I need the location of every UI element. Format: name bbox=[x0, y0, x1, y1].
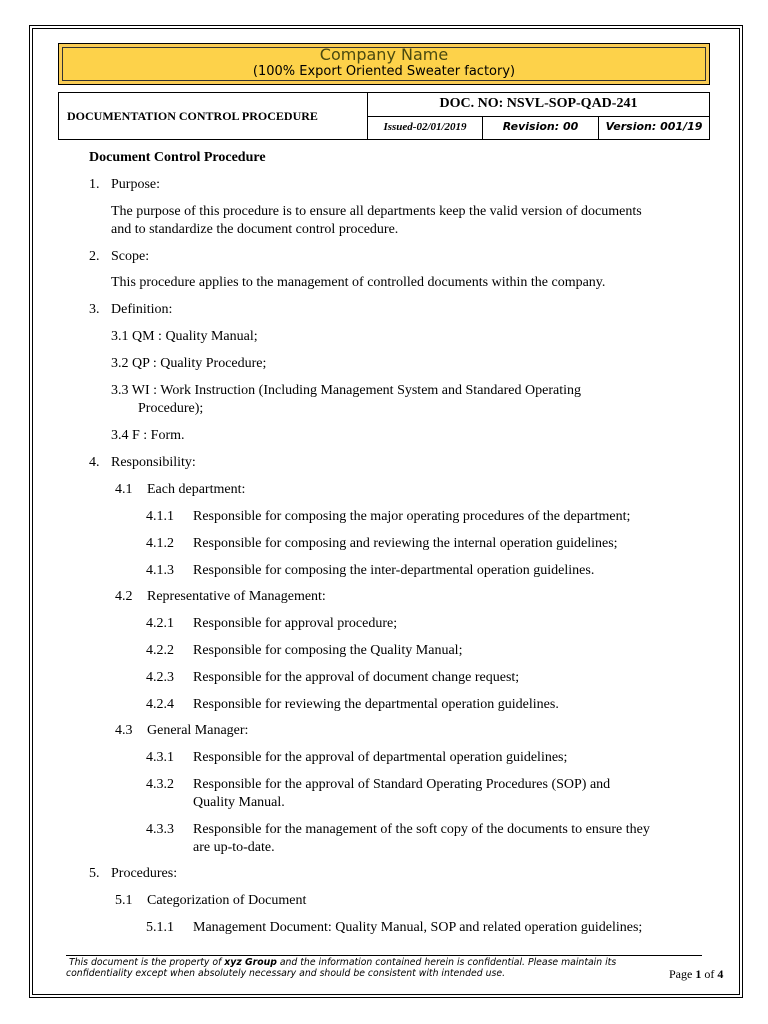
item-number: 4.1.2 bbox=[146, 536, 174, 551]
paragraph: and to standardize the document control procedure. bbox=[111, 222, 399, 237]
doc-number: DOC. NO: NSVL-SOP-QAD-241 bbox=[367, 92, 710, 117]
page-total: 4 bbox=[717, 967, 724, 981]
item-number: 4.1.3 bbox=[146, 563, 174, 578]
definition-item-cont: Procedure); bbox=[138, 401, 204, 416]
item-text: Responsible for the management of the soft copy of the documents to ensure they bbox=[193, 822, 650, 837]
item-number: 4.3.3 bbox=[146, 822, 174, 837]
page-label: Page bbox=[669, 967, 696, 981]
revision: Revision: 00 bbox=[482, 116, 599, 140]
item-text: Responsible for composing the inter-departmental operation guidelines. bbox=[193, 563, 595, 578]
section-heading: Responsibility: bbox=[111, 455, 196, 470]
footer-confidentiality-line2: confidentiality except when absolutely necessary and should be consistent with intended use. bbox=[66, 968, 506, 979]
subsection-heading: Each department: bbox=[147, 482, 246, 497]
paragraph: The purpose of this procedure is to ensure all departments keep the valid version of documents bbox=[111, 204, 642, 219]
section-number: 2. bbox=[89, 249, 100, 264]
subsection-heading: Representative of Management: bbox=[147, 589, 326, 604]
page-current: 1 bbox=[695, 967, 702, 981]
item-text-cont: are up-to-date. bbox=[193, 840, 275, 855]
paragraph: This procedure applies to the management of controlled documents within the company. bbox=[111, 275, 606, 290]
section-number: 1. bbox=[89, 177, 100, 192]
doc-heading: Document Control Procedure bbox=[89, 150, 266, 165]
subsection-number: 4.2 bbox=[115, 589, 133, 604]
version: Version: 001/19 bbox=[598, 116, 710, 140]
footer-owner: xyz Group bbox=[224, 957, 277, 968]
section-heading: Procedures: bbox=[111, 866, 178, 881]
item-number: 4.2.2 bbox=[146, 643, 174, 658]
section-heading: Definition: bbox=[111, 302, 173, 317]
definition-item: 3.3 WI : Work Instruction (Including Management System and Standared Operating bbox=[111, 383, 581, 398]
subsection-number: 4.3 bbox=[115, 723, 133, 738]
footer-confidentiality-line1 bbox=[69, 957, 616, 968]
subsection-heading: Categorization of Document bbox=[147, 893, 307, 908]
page-of: of bbox=[701, 967, 718, 981]
item-text: Responsible for the approval of document change request; bbox=[193, 670, 520, 685]
section-heading: Purpose: bbox=[111, 177, 160, 192]
item-text: Responsible for the approval of departmental operation guidelines; bbox=[193, 750, 568, 765]
definition-item: 3.4 F : Form. bbox=[111, 428, 185, 443]
item-text: Responsible for composing the major operating procedures of the department; bbox=[193, 509, 631, 524]
doc-title: DOCUMENTATION CONTROL PROCEDURE bbox=[67, 108, 318, 123]
subsection-heading: General Manager: bbox=[147, 723, 249, 738]
item-text: Responsible for reviewing the departmental operation guidelines. bbox=[193, 697, 559, 712]
subsection-number: 4.1 bbox=[115, 482, 133, 497]
section-number: 5. bbox=[89, 866, 100, 881]
definition-item: 3.2 QP : Quality Procedure; bbox=[111, 356, 267, 371]
section-heading: Scope: bbox=[111, 249, 150, 264]
item-number: 4.3.2 bbox=[146, 777, 174, 792]
company-banner bbox=[58, 43, 710, 85]
item-text: Responsible for composing the Quality Manual; bbox=[193, 643, 463, 658]
footer-rule bbox=[66, 955, 702, 956]
item-text: Responsible for composing and reviewing the internal operation guidelines; bbox=[193, 536, 618, 551]
definition-item: 3.1 QM : Quality Manual; bbox=[111, 329, 258, 344]
footer-text-part: This document is the property of bbox=[69, 957, 225, 968]
item-number: 5.1.1 bbox=[146, 920, 174, 935]
doc-title-cell bbox=[58, 92, 368, 140]
footer-text-part: and the information contained herein is confidential. Please maintain its bbox=[276, 957, 617, 968]
section-number: 3. bbox=[89, 302, 100, 317]
item-text-cont: Quality Manual. bbox=[193, 795, 285, 810]
item-number: 4.3.1 bbox=[146, 750, 174, 765]
item-text: Responsible for approval procedure; bbox=[193, 616, 398, 631]
company-subtitle: (100% Export Oriented Sweater factory) bbox=[252, 64, 516, 79]
company-name: Company Name bbox=[319, 45, 449, 64]
section-number: 4. bbox=[89, 455, 100, 470]
item-text: Responsible for the approval of Standard Operating Procedures (SOP) and bbox=[193, 777, 611, 792]
issued-date: Issued-02/01/2019 bbox=[367, 116, 483, 140]
subsection-number: 5.1 bbox=[115, 893, 133, 908]
item-number: 4.1.1 bbox=[146, 509, 174, 524]
item-number: 4.2.1 bbox=[146, 616, 174, 631]
page-number bbox=[669, 967, 723, 982]
item-text: Management Document: Quality Manual, SOP and related operation guidelines; bbox=[193, 920, 643, 935]
item-number: 4.2.3 bbox=[146, 670, 174, 685]
item-number: 4.2.4 bbox=[146, 697, 174, 712]
